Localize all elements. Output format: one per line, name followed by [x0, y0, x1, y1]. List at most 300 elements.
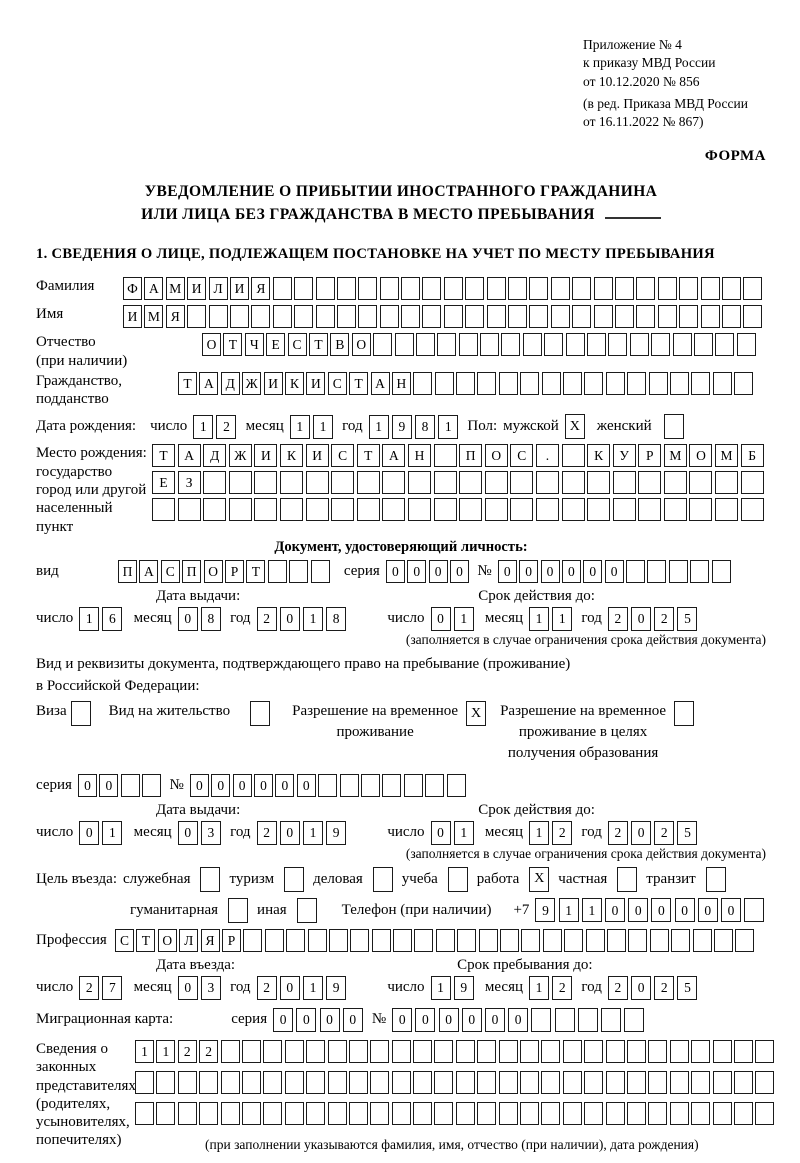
char-cell[interactable]: 0: [280, 976, 300, 1000]
checkbox-gumanitarnaya[interactable]: [228, 898, 248, 923]
char-cell[interactable]: 1: [290, 415, 310, 439]
char-cell[interactable]: [572, 305, 591, 328]
char-cell[interactable]: 9: [535, 898, 555, 922]
char-cell[interactable]: [392, 1102, 411, 1125]
char-cell[interactable]: [670, 1102, 689, 1125]
char-cell[interactable]: Я: [251, 277, 270, 300]
char-cell[interactable]: [689, 471, 712, 494]
char-cell[interactable]: [337, 277, 356, 300]
char-cell[interactable]: [329, 929, 348, 952]
char-cell[interactable]: И: [230, 277, 249, 300]
char-cell[interactable]: 1: [529, 821, 549, 845]
char-cell[interactable]: [456, 1040, 475, 1063]
char-cell[interactable]: [658, 305, 677, 328]
char-cell[interactable]: 1: [438, 415, 458, 439]
char-cell[interactable]: С: [331, 444, 354, 467]
char-cell[interactable]: [544, 333, 563, 356]
char-cell[interactable]: [422, 305, 441, 328]
char-cell[interactable]: [156, 1102, 175, 1125]
char-cell[interactable]: [395, 333, 414, 356]
char-cell[interactable]: 1: [303, 976, 323, 1000]
char-cell[interactable]: Ч: [245, 333, 264, 356]
char-cell[interactable]: 0: [233, 774, 252, 797]
char-cell[interactable]: И: [306, 372, 325, 395]
checkbox-sex-female[interactable]: [664, 414, 684, 439]
char-cell[interactable]: [230, 305, 249, 328]
char-cell[interactable]: [615, 305, 634, 328]
char-cell[interactable]: 0: [439, 1008, 459, 1032]
char-cell[interactable]: [273, 277, 292, 300]
char-cell[interactable]: [670, 372, 689, 395]
checkbox-temp-residence-edu[interactable]: [674, 701, 694, 726]
char-cell[interactable]: 0: [631, 821, 651, 845]
char-cell[interactable]: 8: [326, 607, 346, 631]
char-cell[interactable]: [508, 305, 527, 328]
char-cell[interactable]: [555, 1008, 575, 1032]
char-cell[interactable]: [459, 471, 482, 494]
char-cell[interactable]: [607, 929, 626, 952]
char-cell[interactable]: [370, 1040, 389, 1063]
char-cell[interactable]: 2: [608, 976, 628, 1000]
char-cell[interactable]: [626, 560, 645, 583]
char-cell[interactable]: [501, 333, 520, 356]
char-cell[interactable]: [584, 372, 603, 395]
char-cell[interactable]: [650, 929, 669, 952]
char-cell[interactable]: 1: [303, 607, 323, 631]
char-cell[interactable]: [563, 1071, 582, 1094]
char-cell[interactable]: [135, 1102, 154, 1125]
char-cell[interactable]: [606, 1102, 625, 1125]
char-cell[interactable]: Л: [179, 929, 198, 952]
char-cell[interactable]: 0: [698, 898, 718, 922]
checkbox-delovaya[interactable]: [373, 867, 393, 892]
char-cell[interactable]: Р: [638, 444, 661, 467]
char-cell[interactable]: [510, 498, 533, 521]
char-cell[interactable]: [263, 1071, 282, 1094]
char-cell[interactable]: 0: [519, 560, 538, 583]
char-cell[interactable]: [624, 1008, 644, 1032]
char-cell[interactable]: [628, 929, 647, 952]
char-cell[interactable]: [142, 774, 161, 797]
char-cell[interactable]: [520, 1040, 539, 1063]
char-cell[interactable]: [536, 471, 559, 494]
char-cell[interactable]: 2: [178, 1040, 197, 1063]
char-cell[interactable]: [606, 1040, 625, 1063]
char-cell[interactable]: [199, 1102, 218, 1125]
char-cell[interactable]: [331, 498, 354, 521]
char-cell[interactable]: Ж: [242, 372, 261, 395]
char-cell[interactable]: [541, 1040, 560, 1063]
char-cell[interactable]: [664, 498, 687, 521]
char-cell[interactable]: [459, 333, 478, 356]
char-cell[interactable]: [263, 1040, 282, 1063]
char-cell[interactable]: 2: [608, 821, 628, 845]
char-cell[interactable]: 2: [654, 976, 674, 1000]
char-cell[interactable]: В: [330, 333, 349, 356]
char-cell[interactable]: [691, 1071, 710, 1094]
char-cell[interactable]: 2: [654, 607, 674, 631]
char-cell[interactable]: Ж: [229, 444, 252, 467]
char-cell[interactable]: [382, 471, 405, 494]
char-cell[interactable]: [306, 1040, 325, 1063]
char-cell[interactable]: [679, 277, 698, 300]
char-cell[interactable]: [521, 929, 540, 952]
char-cell[interactable]: [349, 1102, 368, 1125]
char-cell[interactable]: [285, 1040, 304, 1063]
char-cell[interactable]: [459, 498, 482, 521]
char-cell[interactable]: Ф: [123, 277, 142, 300]
char-cell[interactable]: 0: [562, 560, 581, 583]
char-cell[interactable]: 1: [193, 415, 213, 439]
char-cell[interactable]: [178, 1102, 197, 1125]
char-cell[interactable]: 0: [508, 1008, 528, 1032]
char-cell[interactable]: [294, 305, 313, 328]
char-cell[interactable]: 0: [178, 607, 198, 631]
char-cell[interactable]: [664, 471, 687, 494]
char-cell[interactable]: [627, 372, 646, 395]
char-cell[interactable]: 1: [369, 415, 389, 439]
char-cell[interactable]: [485, 498, 508, 521]
char-cell[interactable]: [404, 774, 423, 797]
char-cell[interactable]: [714, 929, 733, 952]
char-cell[interactable]: И: [264, 372, 283, 395]
char-cell[interactable]: Т: [152, 444, 175, 467]
char-cell[interactable]: М: [664, 444, 687, 467]
char-cell[interactable]: [413, 1040, 432, 1063]
char-cell[interactable]: [562, 498, 585, 521]
char-cell[interactable]: 1: [582, 898, 602, 922]
char-cell[interactable]: К: [280, 444, 303, 467]
char-cell[interactable]: [361, 774, 380, 797]
char-cell[interactable]: [594, 277, 613, 300]
char-cell[interactable]: А: [199, 372, 218, 395]
char-cell[interactable]: 1: [529, 607, 549, 631]
checkbox-rabota[interactable]: X: [529, 867, 549, 892]
char-cell[interactable]: Р: [222, 929, 241, 952]
char-cell[interactable]: [372, 929, 391, 952]
char-cell[interactable]: [743, 277, 762, 300]
char-cell[interactable]: И: [254, 444, 277, 467]
checkbox-turizm[interactable]: [284, 867, 304, 892]
char-cell[interactable]: 0: [273, 1008, 293, 1032]
char-cell[interactable]: И: [306, 444, 329, 467]
char-cell[interactable]: 2: [654, 821, 674, 845]
char-cell[interactable]: [562, 471, 585, 494]
char-cell[interactable]: 2: [257, 976, 277, 1000]
char-cell[interactable]: [435, 372, 454, 395]
checkbox-visa[interactable]: [71, 701, 91, 726]
char-cell[interactable]: Т: [357, 444, 380, 467]
char-cell[interactable]: О: [158, 929, 177, 952]
char-cell[interactable]: [722, 305, 741, 328]
char-cell[interactable]: [199, 1071, 218, 1094]
char-cell[interactable]: [713, 372, 732, 395]
char-cell[interactable]: А: [139, 560, 158, 583]
char-cell[interactable]: [328, 1102, 347, 1125]
char-cell[interactable]: [242, 1040, 261, 1063]
char-cell[interactable]: [499, 1040, 518, 1063]
char-cell[interactable]: У: [613, 444, 636, 467]
char-cell[interactable]: [651, 333, 670, 356]
char-cell[interactable]: [285, 1102, 304, 1125]
char-cell[interactable]: [520, 1071, 539, 1094]
char-cell[interactable]: А: [144, 277, 163, 300]
char-cell[interactable]: [380, 305, 399, 328]
char-cell[interactable]: [447, 774, 466, 797]
char-cell[interactable]: [178, 1071, 197, 1094]
char-cell[interactable]: [229, 471, 252, 494]
char-cell[interactable]: [306, 1071, 325, 1094]
char-cell[interactable]: [308, 929, 327, 952]
char-cell[interactable]: И: [187, 277, 206, 300]
char-cell[interactable]: 2: [257, 607, 277, 631]
char-cell[interactable]: 2: [552, 976, 572, 1000]
char-cell[interactable]: 3: [201, 976, 221, 1000]
char-cell[interactable]: [209, 305, 228, 328]
char-cell[interactable]: [566, 333, 585, 356]
char-cell[interactable]: [715, 471, 738, 494]
char-cell[interactable]: П: [182, 560, 201, 583]
char-cell[interactable]: 8: [201, 607, 221, 631]
char-cell[interactable]: [671, 929, 690, 952]
char-cell[interactable]: [587, 498, 610, 521]
char-cell[interactable]: 2: [552, 821, 572, 845]
char-cell[interactable]: Н: [392, 372, 411, 395]
char-cell[interactable]: 0: [178, 821, 198, 845]
checkbox-chastnaya[interactable]: [617, 867, 637, 892]
char-cell[interactable]: 6: [102, 607, 122, 631]
char-cell[interactable]: 3: [201, 821, 221, 845]
char-cell[interactable]: [273, 305, 292, 328]
char-cell[interactable]: [457, 929, 476, 952]
char-cell[interactable]: [647, 560, 666, 583]
char-cell[interactable]: [735, 929, 754, 952]
char-cell[interactable]: [382, 498, 405, 521]
char-cell[interactable]: [551, 277, 570, 300]
char-cell[interactable]: [456, 1102, 475, 1125]
char-cell[interactable]: [265, 929, 284, 952]
char-cell[interactable]: [465, 277, 484, 300]
char-cell[interactable]: [401, 305, 420, 328]
char-cell[interactable]: Я: [201, 929, 220, 952]
char-cell[interactable]: 0: [431, 821, 451, 845]
char-cell[interactable]: .: [536, 444, 559, 467]
char-cell[interactable]: [263, 1102, 282, 1125]
char-cell[interactable]: [542, 372, 561, 395]
char-cell[interactable]: [536, 498, 559, 521]
char-cell[interactable]: [434, 444, 457, 467]
char-cell[interactable]: 0: [583, 560, 602, 583]
char-cell[interactable]: 0: [79, 821, 99, 845]
char-cell[interactable]: [563, 1102, 582, 1125]
char-cell[interactable]: [477, 1040, 496, 1063]
char-cell[interactable]: [414, 929, 433, 952]
char-cell[interactable]: [254, 498, 277, 521]
char-cell[interactable]: 9: [326, 976, 346, 1000]
char-cell[interactable]: [713, 1071, 732, 1094]
char-cell[interactable]: [734, 1071, 753, 1094]
char-cell[interactable]: [648, 1071, 667, 1094]
checkbox-temp-residence[interactable]: X: [466, 701, 486, 726]
char-cell[interactable]: [316, 305, 335, 328]
char-cell[interactable]: [669, 560, 688, 583]
char-cell[interactable]: 0: [78, 774, 97, 797]
char-cell[interactable]: [425, 774, 444, 797]
char-cell[interactable]: 0: [386, 560, 405, 583]
char-cell[interactable]: [229, 498, 252, 521]
char-cell[interactable]: [587, 471, 610, 494]
char-cell[interactable]: [693, 929, 712, 952]
char-cell[interactable]: [437, 333, 456, 356]
char-cell[interactable]: [203, 471, 226, 494]
char-cell[interactable]: [487, 277, 506, 300]
char-cell[interactable]: С: [161, 560, 180, 583]
char-cell[interactable]: [306, 471, 329, 494]
char-cell[interactable]: [741, 498, 764, 521]
char-cell[interactable]: З: [178, 471, 201, 494]
char-cell[interactable]: [638, 471, 661, 494]
char-cell[interactable]: 0: [462, 1008, 482, 1032]
char-cell[interactable]: П: [459, 444, 482, 467]
char-cell[interactable]: 0: [485, 1008, 505, 1032]
char-cell[interactable]: Е: [152, 471, 175, 494]
char-cell[interactable]: [564, 929, 583, 952]
char-cell[interactable]: [444, 305, 463, 328]
char-cell[interactable]: [480, 333, 499, 356]
char-cell[interactable]: [606, 1071, 625, 1094]
char-cell[interactable]: [562, 444, 585, 467]
char-cell[interactable]: [670, 1071, 689, 1094]
char-cell[interactable]: [734, 1040, 753, 1063]
char-cell[interactable]: [673, 333, 692, 356]
char-cell[interactable]: [529, 277, 548, 300]
char-cell[interactable]: [551, 305, 570, 328]
char-cell[interactable]: [701, 305, 720, 328]
char-cell[interactable]: Т: [223, 333, 242, 356]
char-cell[interactable]: [349, 1040, 368, 1063]
char-cell[interactable]: [734, 1102, 753, 1125]
char-cell[interactable]: 1: [156, 1040, 175, 1063]
char-cell[interactable]: 2: [216, 415, 236, 439]
char-cell[interactable]: 2: [79, 976, 99, 1000]
char-cell[interactable]: 0: [431, 607, 451, 631]
char-cell[interactable]: [543, 929, 562, 952]
char-cell[interactable]: 0: [450, 560, 469, 583]
char-cell[interactable]: [152, 498, 175, 521]
char-cell[interactable]: К: [587, 444, 610, 467]
char-cell[interactable]: [755, 1071, 774, 1094]
char-cell[interactable]: [422, 277, 441, 300]
char-cell[interactable]: 0: [631, 607, 651, 631]
char-cell[interactable]: 0: [498, 560, 517, 583]
char-cell[interactable]: 1: [529, 976, 549, 1000]
char-cell[interactable]: 1: [303, 821, 323, 845]
char-cell[interactable]: 0: [392, 1008, 412, 1032]
char-cell[interactable]: [156, 1071, 175, 1094]
char-cell[interactable]: [627, 1071, 646, 1094]
char-cell[interactable]: [755, 1102, 774, 1125]
char-cell[interactable]: [648, 1102, 667, 1125]
char-cell[interactable]: [648, 1040, 667, 1063]
char-cell[interactable]: 5: [677, 976, 697, 1000]
char-cell[interactable]: 0: [296, 1008, 316, 1032]
char-cell[interactable]: [465, 305, 484, 328]
char-cell[interactable]: Т: [309, 333, 328, 356]
char-cell[interactable]: М: [715, 444, 738, 467]
char-cell[interactable]: М: [144, 305, 163, 328]
char-cell[interactable]: А: [382, 444, 405, 467]
char-cell[interactable]: Я: [166, 305, 185, 328]
char-cell[interactable]: [251, 305, 270, 328]
char-cell[interactable]: [541, 1071, 560, 1094]
char-cell[interactable]: [722, 277, 741, 300]
char-cell[interactable]: 0: [275, 774, 294, 797]
char-cell[interactable]: [627, 1040, 646, 1063]
checkbox-inaya[interactable]: [297, 898, 317, 923]
char-cell[interactable]: [541, 1102, 560, 1125]
char-cell[interactable]: [691, 1102, 710, 1125]
char-cell[interactable]: С: [115, 929, 134, 952]
char-cell[interactable]: [601, 1008, 621, 1032]
char-cell[interactable]: 0: [628, 898, 648, 922]
char-cell[interactable]: [563, 1040, 582, 1063]
char-cell[interactable]: [615, 277, 634, 300]
char-cell[interactable]: О: [352, 333, 371, 356]
char-cell[interactable]: [578, 1008, 598, 1032]
char-cell[interactable]: 9: [454, 976, 474, 1000]
char-cell[interactable]: [523, 333, 542, 356]
char-cell[interactable]: [401, 277, 420, 300]
char-cell[interactable]: [587, 333, 606, 356]
char-cell[interactable]: [434, 1102, 453, 1125]
char-cell[interactable]: [311, 560, 330, 583]
char-cell[interactable]: [715, 333, 734, 356]
char-cell[interactable]: 1: [559, 898, 579, 922]
char-cell[interactable]: [701, 277, 720, 300]
char-cell[interactable]: [456, 1071, 475, 1094]
char-cell[interactable]: П: [118, 560, 137, 583]
char-cell[interactable]: [135, 1071, 154, 1094]
char-cell[interactable]: Т: [136, 929, 155, 952]
char-cell[interactable]: 0: [280, 607, 300, 631]
char-cell[interactable]: [713, 1102, 732, 1125]
char-cell[interactable]: 0: [190, 774, 209, 797]
char-cell[interactable]: [606, 372, 625, 395]
char-cell[interactable]: [689, 498, 712, 521]
char-cell[interactable]: [331, 471, 354, 494]
char-cell[interactable]: [477, 372, 496, 395]
char-cell[interactable]: [416, 333, 435, 356]
char-cell[interactable]: [221, 1040, 240, 1063]
char-cell[interactable]: 0: [178, 976, 198, 1000]
char-cell[interactable]: [370, 1071, 389, 1094]
char-cell[interactable]: [713, 1040, 732, 1063]
char-cell[interactable]: [744, 898, 764, 922]
char-cell[interactable]: [392, 1071, 411, 1094]
char-cell[interactable]: [306, 498, 329, 521]
char-cell[interactable]: [670, 1040, 689, 1063]
char-cell[interactable]: Н: [408, 444, 431, 467]
char-cell[interactable]: [694, 333, 713, 356]
char-cell[interactable]: 0: [675, 898, 695, 922]
char-cell[interactable]: [638, 498, 661, 521]
char-cell[interactable]: 1: [102, 821, 122, 845]
char-cell[interactable]: [613, 498, 636, 521]
char-cell[interactable]: [734, 372, 753, 395]
char-cell[interactable]: [413, 372, 432, 395]
char-cell[interactable]: [434, 498, 457, 521]
char-cell[interactable]: С: [328, 372, 347, 395]
